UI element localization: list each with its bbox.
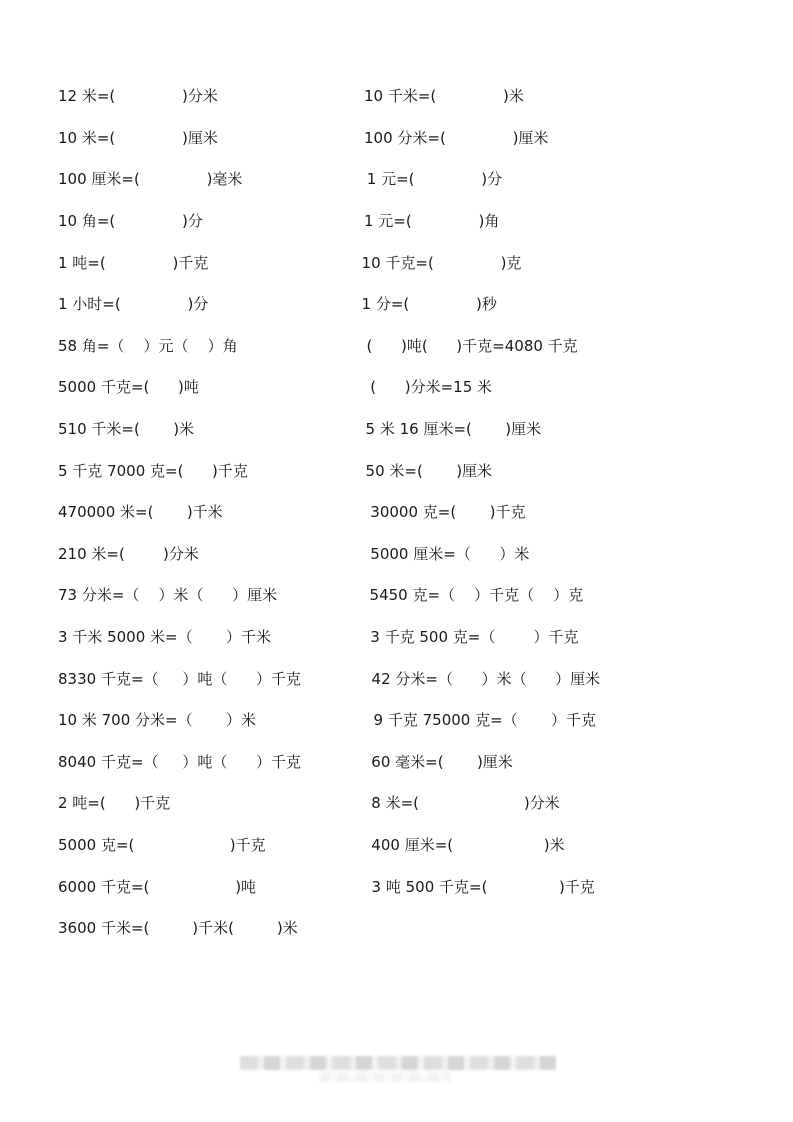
left-question-4: 10 角=( )分 [58, 212, 203, 230]
right-question-11: 30000 克=( )千克 [356, 503, 526, 521]
right-question-5: 10 千克=( )克 [352, 254, 522, 272]
right-question-7: ( )吨( )千克=4080 千克 [357, 337, 578, 355]
right-question-15: 42 分米=（ ）米（ ）厘米 [362, 670, 601, 688]
right-question-6: 1 分=( )秒 [352, 295, 497, 313]
left-question-19: 5000 克=( )千克 [58, 836, 266, 854]
left-question-20: 6000 千克=( )吨 [58, 878, 257, 896]
right-question-3: 1 元=( )分 [362, 170, 503, 188]
left-question-5: 1 吨=( )千克 [58, 254, 209, 272]
right-question-19: 400 厘米=( )米 [357, 836, 565, 854]
left-question-13: 73 分米=（ ）米（ ）厘米 [58, 586, 278, 604]
left-question-10: 5 千克 7000 克=( )千克 [58, 462, 248, 480]
right-question-17: 60 毫米=( )厘米 [357, 753, 513, 771]
left-question-1: 12 米=( )分米 [58, 87, 218, 105]
right-question-20: 3 吨 500 千克=( )千克 [362, 878, 595, 896]
left-question-14: 3 千米 5000 米=（ ）千米 [58, 628, 271, 646]
right-question-9: 5 米 16 厘米=( )厘米 [356, 420, 542, 438]
left-question-16: 10 米 700 分米=（ ）米 [58, 711, 256, 729]
left-question-12: 210 米=( )分米 [58, 545, 199, 563]
right-question-13: 5450 克=（ ）千克（ ）克 [360, 586, 584, 604]
left-question-15: 8330 千克=（ ）吨（ ）千克 [58, 670, 301, 688]
blurred-footer-watermark [240, 1056, 556, 1070]
left-question-8: 5000 千克=( )吨 [58, 378, 199, 396]
left-question-7: 58 角=（ ）元（ ）角 [58, 337, 238, 355]
right-question-18: 8 米=( )分米 [357, 794, 560, 812]
left-question-9: 510 千米=( )米 [58, 420, 195, 438]
right-question-1: 10 千米=( )米 [364, 87, 524, 105]
left-question-17: 8040 千克=（ ）吨（ ）千克 [58, 753, 301, 771]
left-question-3: 100 厘米=( )毫米 [58, 170, 243, 188]
left-question-6: 1 小时=( )分 [58, 295, 209, 313]
left-question-21: 3600 千米=( )千米( )米 [58, 919, 298, 937]
right-question-10: 50 米=( )厘米 [356, 462, 493, 480]
right-question-16: 9 千克 75000 克=（ ）千克 [364, 711, 597, 729]
right-question-2: 100 分米=( )厘米 [364, 129, 549, 147]
blurred-footer-watermark-line2 [320, 1072, 450, 1082]
right-question-4: 1 元=( )角 [364, 212, 500, 230]
left-question-18: 2 吨=( )千克 [58, 794, 171, 812]
left-question-11: 470000 米=( )千米 [58, 503, 223, 521]
left-question-2: 10 米=( )厘米 [58, 129, 218, 147]
right-question-14: 3 千克 500 克=（ ）千克 [356, 628, 579, 646]
right-question-12: 5000 厘米=（ ）米 [356, 545, 530, 563]
right-question-8: ( )分米=15 米 [356, 378, 493, 396]
